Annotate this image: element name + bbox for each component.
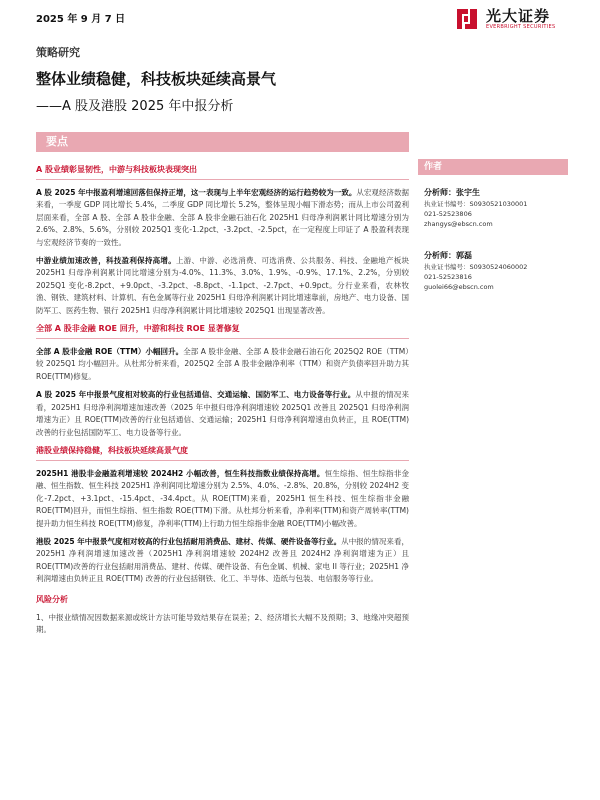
paragraph-lead: A 股 2025 年中报景气度相对较高的行业包括通信、交通运输、国防军工、电力设备等行业。 [36, 390, 356, 400]
paragraph-lead: 全部 A 股非金融 ROE（TTM）小幅回升。 [36, 347, 184, 357]
author-label: 作者 [424, 162, 443, 172]
paragraph-lead: 中游业绩加速改善，科技盈利保持高增。 [36, 256, 176, 266]
everbright-logo-icon [454, 6, 480, 32]
paragraph-body: 上游、中游、必选消费、可选消费、公共服务、科技、金融地产板块 2025H1 归母净利润累计同比增速分别为-4.0%、11.3%、3.0%、1.9%、-0.9%、17.1%、2.2%，分别较 2025Q1 变化-8.2pct、+9.0pct、-3.2pct、-8.8pct、-1.1pct、-2.7pct、+0.9pct。分行业来看，农林牧渔、钢铁、建筑材料、计算机、有色金属等行业 2025H1 归母净利润累计同比增速靠前，房地产、电力设备、国防军工、医药生物、银行 2025H1 归母净利润累计同比增速较 2025Q1 出现显著改善。 [36, 256, 410, 315]
logo-name-cn: 光大证券 [486, 6, 551, 25]
paragraph [36, 389, 409, 439]
report-title: 整体业绩稳健，科技板块延续高景气 [36, 70, 277, 88]
report-category: 策略研究 [36, 46, 80, 59]
analyst-email[interactable]: guolei66@ebscn.com [424, 283, 494, 291]
paragraph [36, 536, 409, 586]
company-logo [454, 4, 574, 34]
analyst-license: 执业证书编号：S0930524060002 [424, 263, 528, 271]
paragraph-lead: 港股 2025 年中报景气度相对较高的行业包括耐用消费品、建材、传媒、硬件设备等行业。 [36, 536, 342, 546]
report-date: 2025 年 9 月 7 日 [36, 14, 126, 25]
section-1 [36, 164, 409, 317]
paragraph-lead: A 股 2025 年中报盈利增速回落但保持正增，这一表现与上半年宏观经济的运行趋势较为一致。 [36, 188, 357, 197]
paragraph-body: 从宏观经济数据来看，一季度 GDP 同比增长 5.4%，二季度 GDP 同比增长 5.2%，整体呈现小幅下滑态势；而从上市公司盈利层面来看，全部 A 股、全部 A 股非金融、全部 A 股非金融石油石化 2025H1 归母净利润累计同比增速分别为 2.6%、2.8%、5.6%，分别较 2025Q1 变化-1.2pct、-3.2pct、-2.5pct，在一定程度上印证了 A 股盈利表现与宏观经济节奏的一致性。 [36, 188, 410, 247]
risk-heading: 风险分析 [36, 594, 68, 604]
section-2 [36, 323, 409, 439]
analyst-name: 分析师：郭磊 [424, 251, 472, 260]
paragraph-lead: 2025H1 港股非金融盈利增速较 2024H2 小幅改善，恒生科技指数业绩保持高增。 [36, 468, 325, 478]
section-3 [36, 445, 409, 586]
keypoints-header [36, 132, 409, 152]
analyst-email[interactable]: zhangys@ebscn.com [424, 220, 493, 228]
risk-section [36, 594, 409, 637]
risk-text: 1、中报业绩情况因数据来源或统计方法可能导致结果存在误差；2、经济增长大幅不及预期；3、地缘冲突超预期。 [36, 612, 409, 635]
paragraph [36, 346, 409, 383]
analyst-license: 执业证书编号：S0930521030001 [424, 200, 528, 208]
analyst-card [424, 250, 527, 292]
keypoints-label: 要点 [46, 135, 68, 148]
section-heading: 全部 A 股非金融 ROE 回升，中游和科技 ROE 显著修复 [36, 323, 409, 339]
report-subtitle: ——A 股及港股 2025 年中报分析 [36, 99, 234, 114]
section-heading: A 股业绩彰显韧性，中游与科技板块表现突出 [36, 164, 409, 180]
paragraph-body: 恒生综指、恒生综指非金融、恒生指数、恒生科技 2025H1 净利润同比增速分别为 2.5%、4.0%、-2.8%、20.8%，分别较 2024H2 变化-7.2pct、+3.1pct、-15.4pct、-34.4pct。从 ROE(TTM)来看，2025H1 恒生科技、恒生综指非金融 ROE(TTM)回升，而恒生综指、恒生指数 ROE(TTM)下滑。从杜邦分析来看，净利率(TTM)和资产周转率(TTM)提升助力恒生科技 ROE(TTM)修复，净利率(TTM)上行助力恒生综指非金融 ROE(TTM)小幅改善。 [36, 468, 409, 528]
analyst-phone: 021-52523806 [424, 210, 472, 218]
paragraph [36, 468, 409, 530]
logo-name-en: EVERBRIGHT SECURITIES [486, 23, 556, 30]
paragraph [36, 255, 409, 317]
analyst-phone: 021-52523816 [424, 273, 472, 281]
main-content [36, 160, 409, 643]
analyst-name: 分析师：张宇生 [424, 188, 480, 197]
paragraph-body: 从中报的情况来看，2025H1 归母净利润增速加速改善（2025 年中报归母净利润增速较 2025Q1 改善且 2025Q1 归母净利润增速为正）且 ROE(TTM)改善的行业包括通信、交通运输；2025H1 归母净利润增速由负转正，且 ROE(TTM)改善的行业包括国防军工、电力设备等行业。 [36, 390, 409, 437]
paragraph-body: 全部 A 股非金融、全部 A 股非金融石油石化 2025Q2 ROE（TTM）较 2025Q1 均小幅回升。从杜邦分析来看，2025Q2 全部 A 股非金融净利率（TTM）和资产负债率回升助力其 ROE(TTM)修复。 [36, 347, 409, 381]
author-header [418, 159, 568, 175]
paragraph [36, 187, 409, 249]
paragraph-body: 从中报的情况来看，2025H1 净利润增速加速改善（2025H1 净利润增速较 2024H2 改善且 2024H2 净利润增速为正）且 ROE(TTM)改善的行业包括耐用消费品、建材、传媒、硬件设备、有色金属、机械、家电 II 等行业；2025H1 净利润增速由负转正且 ROE(TTM) 改善的行业包括钢铁、化工、半导体、造纸与包装、电信服务等行业。 [36, 536, 409, 584]
analyst-card [424, 187, 527, 229]
section-heading: 港股业绩保持稳健，科技板块延续高景气度 [36, 445, 409, 461]
